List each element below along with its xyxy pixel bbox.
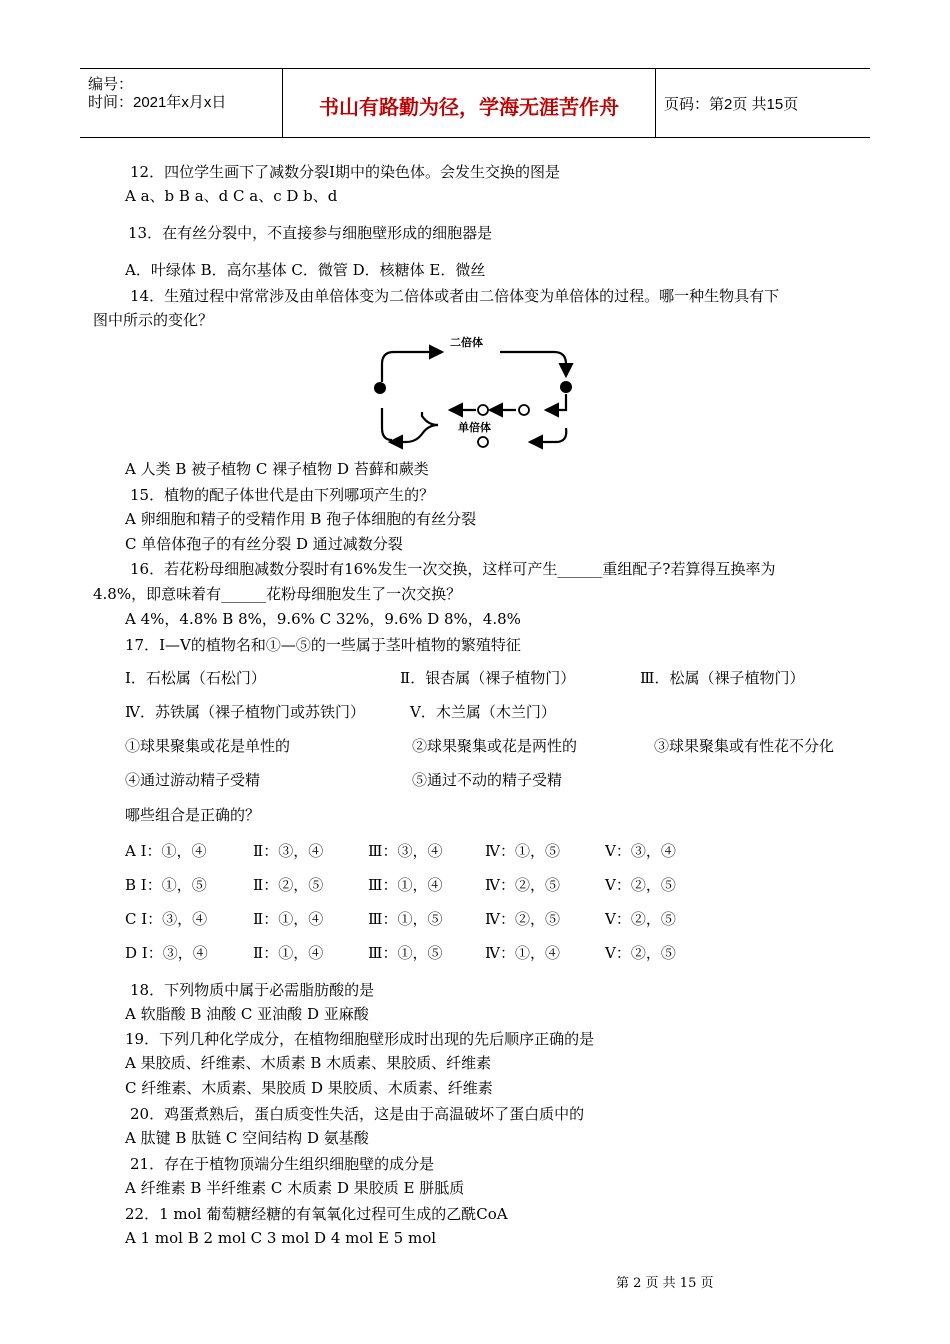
question-text: 20．鸡蛋煮熟后，蛋白质变性失活，这是由于高温破坏了蛋白质中的 bbox=[130, 1105, 585, 1123]
question-text: 18．下列物质中属于必需脂肪酸的是 bbox=[130, 981, 375, 999]
plant-item: Ⅱ．银杏属（裸子植物门） bbox=[400, 669, 576, 687]
option-cell: Ⅱ：③，④ bbox=[253, 842, 324, 860]
option-cell: Ⅴ：③，④ bbox=[605, 842, 676, 860]
arrow-bottom bbox=[546, 394, 566, 410]
haploid-point bbox=[519, 405, 529, 415]
motto: 书山有路勤为径，学海无涯苦作舟 bbox=[319, 95, 619, 119]
plant-item: Ⅳ．苏铁属（裸子植物门或苏铁门） bbox=[125, 703, 365, 721]
question-text: 16．若花粉母细胞减数分裂时有16%发生一次交换，这样可产生______重组配子?若算得互换率为 bbox=[130, 560, 776, 578]
page-number-label: 页码：第2页 共15页 bbox=[664, 96, 799, 113]
arrow-split bbox=[422, 412, 438, 425]
answer-options: A 卵细胞和精子的受精作用 B 孢子体细胞的有丝分裂 bbox=[125, 510, 477, 528]
option-cell: Ⅳ：①，④ bbox=[485, 944, 560, 962]
arrow-merge bbox=[382, 408, 392, 440]
answer-options: C 纤维素、木质素、果胶质 D 果胶质、木质素、纤维素 bbox=[125, 1079, 493, 1097]
option-cell: Ⅱ：①，④ bbox=[253, 910, 324, 928]
option-cell: Ⅴ：②，⑤ bbox=[605, 910, 676, 928]
answer-options: A 人类 B 被子植物 C 裸子植物 D 苔藓和蕨类 bbox=[125, 460, 429, 478]
answer-options: C 单倍体孢子的有丝分裂 D 通过减数分裂 bbox=[125, 535, 403, 553]
option-cell: Ⅲ：①，⑤ bbox=[368, 944, 443, 962]
arrow-split bbox=[390, 425, 438, 442]
question-text: 13．在有丝分裂中，不直接参与细胞壁形成的细胞器是 bbox=[128, 224, 493, 242]
haploid-point bbox=[478, 437, 488, 447]
haploid-point bbox=[478, 405, 488, 415]
answer-options: A 果胶质、纤维素、木质素 B 木质素、果胶质、纤维素 bbox=[125, 1054, 492, 1072]
feature-item: ⑤通过不动的精子受精 bbox=[412, 771, 563, 789]
feature-item: ③球果聚集或有性花不分化 bbox=[654, 737, 835, 755]
question-text: 12．四位学生画下了减数分裂Ⅰ期中的染色体。会发生交换的图是 bbox=[130, 163, 561, 181]
diploid-point-right bbox=[560, 381, 572, 393]
plant-item: Ⅴ．木兰属（木兰门） bbox=[410, 703, 556, 721]
question-text-continued: 4.8%，即意味着有______花粉母细胞发生了一次交换？ bbox=[93, 585, 462, 603]
question-text: 17．Ⅰ—Ⅴ的植物名和①—⑤的一些属于茎叶植物的繁殖特征 bbox=[125, 636, 521, 654]
arrow-top bbox=[382, 352, 442, 382]
question-text: 22．1 mol 葡萄糖经糖的有氧氧化过程可生成的乙酰CoA bbox=[125, 1205, 508, 1223]
feature-item: ②球果聚集或花是两性的 bbox=[412, 737, 578, 755]
question-text: 19．下列几种化学成分，在植物细胞壁形成时出现的先后顺序正确的是 bbox=[125, 1030, 595, 1048]
plant-item: I．石松属（石松门） bbox=[125, 669, 266, 687]
plant-item: Ⅲ．松属（裸子植物门） bbox=[640, 669, 805, 687]
page-footer: 第 2 页 共 15 页 bbox=[616, 1276, 714, 1291]
ploidy-cycle-diagram bbox=[366, 330, 582, 452]
option-cell: Ⅴ：②，⑤ bbox=[605, 944, 676, 962]
feature-item: ④通过游动精子受精 bbox=[125, 771, 261, 789]
option-cell: Ⅱ：①，④ bbox=[253, 944, 324, 962]
header-motto-cell bbox=[283, 69, 656, 137]
answer-options: A a、b B a、d C a、c D b、d bbox=[125, 187, 338, 205]
question-text: 14．生殖过程中常常涉及由单倍体变为二倍体或者由二倍体变为单倍体的过程。哪一种生物具有下 bbox=[130, 287, 780, 305]
option-cell: Ⅳ：②，⑤ bbox=[485, 910, 560, 928]
option-cell: Ⅳ：②，⑤ bbox=[485, 876, 560, 894]
document-number-label: 编号： bbox=[88, 76, 134, 93]
arrow-bottom-right bbox=[530, 428, 566, 442]
header-page-cell bbox=[656, 69, 870, 137]
answer-options: A 肽键 B 肽链 C 空间结构 D 氨基酸 bbox=[125, 1129, 369, 1147]
diploid-point-left bbox=[374, 382, 386, 394]
option-cell: A Ⅰ：①，④ bbox=[125, 842, 207, 860]
question-text: 15．植物的配子体世代是由下列哪项产生的？ bbox=[130, 486, 435, 504]
question-text: 21．存在于植物顶端分生组织细胞壁的成分是 bbox=[130, 1155, 435, 1173]
haploid-label: 单倍体 bbox=[458, 421, 491, 434]
document-time-label: 时间：2021年x月x日 bbox=[88, 94, 227, 111]
option-cell: D Ⅰ：③，④ bbox=[125, 944, 208, 962]
option-cell: Ⅲ：①，④ bbox=[368, 876, 443, 894]
answer-options: A．叶绿体 B．高尔基体 C．微管 D．核糖体 E．微丝 bbox=[125, 261, 486, 279]
option-cell: Ⅴ：②，⑤ bbox=[605, 876, 676, 894]
option-cell: Ⅲ：①，⑤ bbox=[368, 910, 443, 928]
option-cell: Ⅳ：①，⑤ bbox=[485, 842, 560, 860]
option-cell: B Ⅰ：①，⑤ bbox=[125, 876, 207, 894]
answer-options: A 1 mol B 2 mol C 3 mol D 4 mol E 5 mol bbox=[125, 1229, 437, 1247]
question-prompt: 哪些组合是正确的？ bbox=[125, 806, 261, 824]
header-info-cell bbox=[80, 69, 283, 137]
option-cell: Ⅱ：②，⑤ bbox=[253, 876, 324, 894]
diploid-label: 二倍体 bbox=[450, 336, 483, 349]
arrow-top bbox=[500, 352, 566, 376]
answer-options: A 4%，4.8% B 8%，9.6% C 32%，9.6% D 8%，4.8% bbox=[125, 610, 521, 628]
option-cell: C Ⅰ：③，④ bbox=[125, 910, 208, 928]
feature-item: ①球果聚集或花是单性的 bbox=[125, 737, 291, 755]
page-header bbox=[80, 68, 870, 138]
question-text-continued: 图中所示的变化？ bbox=[93, 311, 214, 329]
option-cell: Ⅲ：③，④ bbox=[368, 842, 443, 860]
answer-options: A 纤维素 B 半纤维素 C 木质素 D 果胶质 E 胼胝质 bbox=[125, 1179, 465, 1197]
answer-options: A 软脂酸 B 油酸 C 亚油酸 D 亚麻酸 bbox=[125, 1005, 369, 1023]
